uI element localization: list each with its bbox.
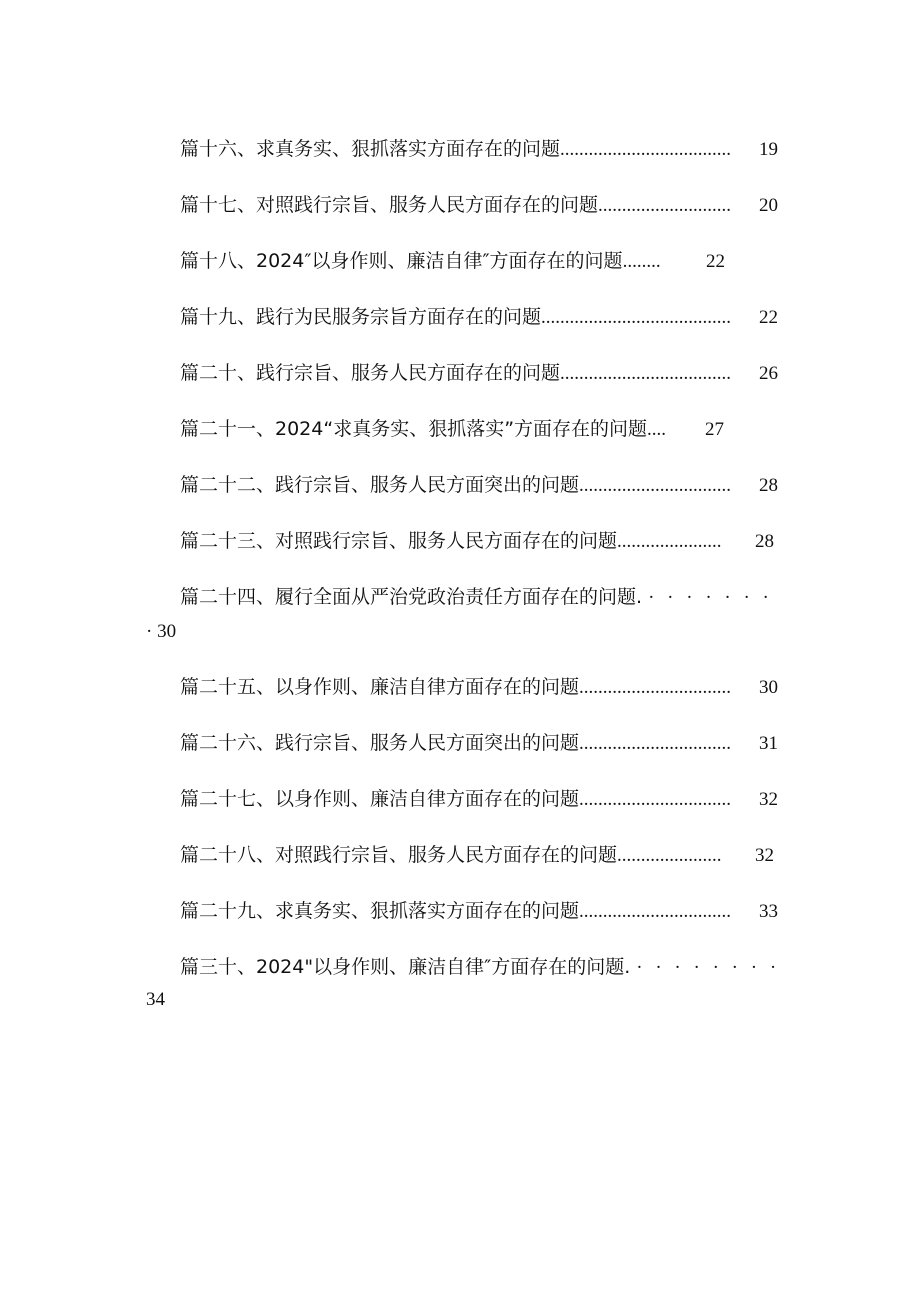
toc-dot-leader: ................................ (579, 789, 732, 810)
toc-entry-28[interactable] (180, 843, 774, 868)
toc-page-number: 20 (759, 195, 778, 216)
toc-entry-title: 篇二十九、求真务实、狠抓落实方面存在的问题 (180, 900, 580, 922)
toc-page-number: 32 (759, 789, 778, 810)
toc-entry-title: 篇二十二、践行宗旨、服务人民方面突出的问题 (180, 474, 580, 496)
toc-entry-title: 篇二十八、对照践行宗旨、服务人民方面存在的问题 (180, 844, 618, 866)
toc-dot-leader: ........ (622, 251, 661, 272)
toc-entry-title: 篇十九、践行为民服务宗旨方面存在的问题 (180, 306, 542, 328)
toc-dot-leader: ................................ (579, 733, 732, 754)
toc-entry-title: 篇三十、2024"以身作则、廉洁自律″方面存在的问题. (180, 956, 631, 978)
toc-entry-title: 篇二十、践行宗旨、服务人民方面存在的问题 (180, 362, 561, 384)
toc-page-number: 22 (759, 307, 778, 328)
toc-page-number: 28 (759, 475, 778, 496)
toc-dot-leader: .................................... (560, 139, 732, 160)
toc-entry-title: 篇二十三、对照践行宗旨、服务人民方面存在的问题 (180, 530, 618, 552)
toc-dot-leader: .................................... (560, 363, 732, 384)
toc-entry-title: 篇十七、对照践行宗旨、服务人民方面存在的问题 (180, 194, 599, 216)
toc-entry-21[interactable] (180, 417, 724, 442)
toc-entry-18[interactable] (180, 249, 725, 274)
toc-page-number: 30 (759, 677, 778, 698)
toc-page-number: 28 (755, 531, 774, 552)
toc-dot-leader: ........................................ (541, 307, 732, 328)
toc-entry-22[interactable] (180, 473, 778, 498)
toc-entry-25[interactable] (180, 675, 778, 700)
toc-entry-30[interactable] (180, 955, 780, 980)
toc-dot-leader: ................................ (579, 901, 732, 922)
toc-dot-leader: ...................... (617, 531, 722, 552)
toc-entry-title: 篇二十四、履行全面从严治党政治责任方面存在的问题. (180, 586, 643, 608)
toc-dot-leader: ................................ (579, 475, 732, 496)
toc-page-number: 33 (759, 901, 778, 922)
toc-page-number: · 30 (146, 621, 177, 642)
toc-dot-leader: ................................ (579, 677, 732, 698)
toc-page-number: 27 (705, 419, 724, 440)
toc-entry-30-continuation[interactable] (146, 987, 165, 1012)
toc-entry-16[interactable] (180, 137, 778, 162)
toc-page-number: 26 (759, 363, 778, 384)
toc-entry-27[interactable] (180, 787, 778, 812)
toc-dot-leader: .... (647, 419, 667, 440)
toc-entry-20[interactable] (180, 361, 778, 386)
toc-dot-leader: · · · · · · · (648, 587, 773, 608)
toc-entry-29[interactable] (180, 899, 778, 924)
toc-page-number: 34 (146, 989, 165, 1010)
toc-entry-title: 篇十八、2024″以身作则、廉洁自律″方面存在的问题 (180, 250, 623, 272)
toc-dot-leader: · · · · · · · · (636, 957, 781, 978)
toc-entry-title: 篇十六、求真务实、狠抓落实方面存在的问题 (180, 138, 561, 160)
toc-entry-19[interactable] (180, 305, 778, 330)
toc-entry-24-continuation[interactable] (146, 619, 176, 644)
toc-dot-leader: ............................ (598, 195, 732, 216)
toc-entry-23[interactable] (180, 529, 774, 554)
toc-entry-title: 篇二十五、以身作则、廉洁自律方面存在的问题 (180, 676, 580, 698)
toc-entry-24[interactable] (180, 585, 773, 610)
toc-page-number: 19 (759, 139, 778, 160)
toc-entry-title: 篇二十六、践行宗旨、服务人民方面突出的问题 (180, 732, 580, 754)
toc-dot-leader: ...................... (617, 845, 722, 866)
toc-page-number: 31 (759, 733, 778, 754)
toc-entry-26[interactable] (180, 731, 778, 756)
toc-entry-title: 篇二十七、以身作则、廉洁自律方面存在的问题 (180, 788, 580, 810)
toc-page-number: 22 (706, 251, 725, 272)
toc-page-number: 32 (755, 845, 774, 866)
toc-entry-title: 篇二十一、2024“求真务实、狠抓落实”方面存在的问题 (180, 418, 648, 440)
toc-entry-17[interactable] (180, 193, 778, 218)
